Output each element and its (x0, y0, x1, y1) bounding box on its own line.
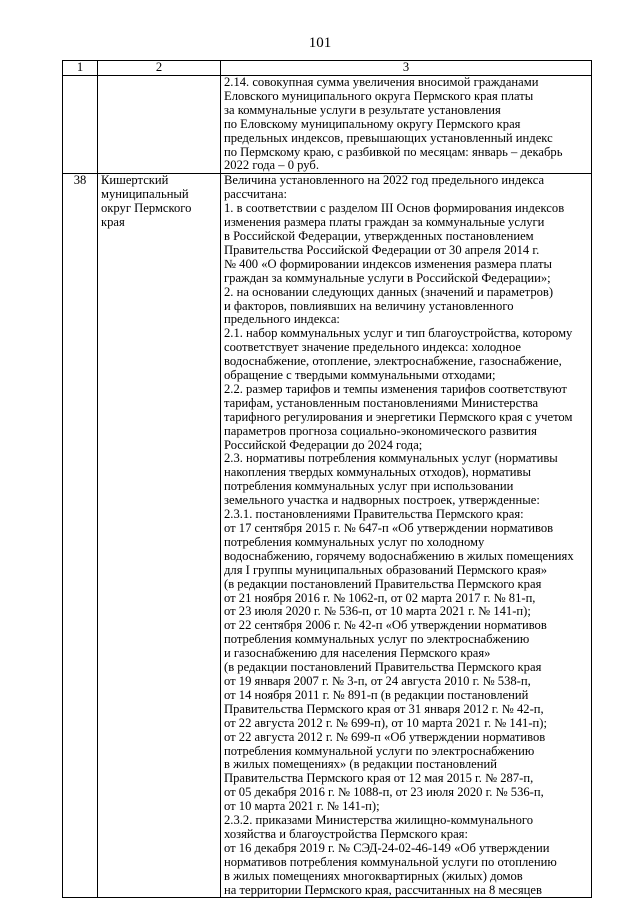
municipality-cell (98, 174, 221, 898)
table-row-38 (63, 174, 592, 898)
text-line: граждан за коммунальные услуги в Российской Федерации»; (224, 271, 551, 285)
text-line: соответствует значение предельного индекса: холодное (224, 341, 521, 355)
text-line: № 400 «О формировании индексов изменения размера платы (224, 257, 552, 271)
text-line: от 05 декабря 2016 г. № 1088-п, от 23 июля 2020 г. № 536-п, (224, 786, 544, 800)
text-line: 2.3.1. постановлениями Правительства Пермского края: (224, 508, 524, 522)
municipality-line: муниципальный (101, 188, 189, 202)
text-line: по Еловскому муниципальному округу Пермского края (224, 117, 521, 131)
text-line: Еловского муниципального округа Пермского края платы (224, 89, 534, 103)
header-col-1: 1 (63, 61, 98, 76)
municipality-line: края (101, 216, 125, 230)
table-header-row (63, 61, 592, 76)
text-line: нормативов потребления коммунальной услуги по отоплению (224, 855, 557, 869)
text-line: 2.3. нормативы потребления коммунальных услуг (нормативы (224, 452, 558, 466)
text-line: изменения размера платы граждан за коммунальные услуги (224, 216, 545, 230)
text-line: в жилых помещениях» (в редакции постановлений (224, 758, 497, 772)
text-line: от 16 декабря 2019 г. № СЭД-24-02-46-149 «Об утверждении (224, 841, 550, 855)
row-number-cell: 38 (63, 174, 98, 898)
text-line: водоснабжению, горячему водоснабжению в жилых помещениях (224, 549, 574, 563)
text-line: Правительства Пермского края от 12 мая 2015 г. № 287-п, (224, 772, 534, 786)
text-line: потребления коммунальных услуг при использовании (224, 480, 514, 494)
text-line: накопления твердых коммунальных отходов), нормативы (224, 466, 531, 480)
text-line: от 22 сентября 2006 г. № 42-п «Об утверждении нормативов (224, 619, 547, 633)
text-line: Правительства Пермского края от 31 января 2012 г. № 42-п, (224, 702, 544, 716)
text-line: для I группы муниципальных образований Пермского края» (224, 563, 548, 577)
text-line: Величина установленного на 2022 год предельного индекса (224, 174, 545, 188)
municipality-cell (98, 76, 221, 174)
municipality-line: округ Пермского (101, 202, 192, 216)
text-line: от 10 марта 2021 г. № 141-п); (224, 800, 380, 814)
text-line: и факторов, повлиявших на величину установленного (224, 299, 514, 313)
text-line: по Пермскому краю, с разбивкой по месяцам: январь – декабрь (224, 145, 563, 159)
text-line: водоснабжение, отопление, электроснабжение, газоснабжение, (224, 355, 562, 369)
text-line: потребления коммунальной услуги по электроснабжению (224, 744, 535, 758)
text-line: от 19 января 2007 г. № 3-п, от 24 августа 2010 г. № 538-п, (224, 674, 531, 688)
text-line: тарифам, установленным постановлениями Министерства (224, 396, 539, 410)
text-line: потребления коммунальных услуг по холодному (224, 535, 485, 549)
row-number-cell (63, 76, 98, 174)
municipality-line: Кишертский (101, 174, 169, 188)
text-line: предельных индексов, превышающих установленный индекс (224, 131, 553, 145)
text-line: от 21 ноября 2016 г. № 1062-п, от 02 марта 2017 г. № 81-п, (224, 591, 536, 605)
text-line: земельного участка и надворных построек, утвержденные: (224, 494, 540, 508)
text-line: обращение с твердыми коммунальными отходами; (224, 369, 496, 383)
text-line: от 22 августа 2012 г. № 699-п), от 10 марта 2021 г. № 141-п); (224, 716, 547, 730)
text-line: 2.3.2. приказами Министерства жилищно-коммунального (224, 814, 534, 828)
text-line: Российской Федерации до 2024 года; (224, 438, 423, 452)
text-line: (в редакции постановлений Правительства Пермского края (224, 577, 542, 591)
text-line: потребления коммунальных услуг по электроснабжению (224, 633, 530, 647)
table-row-continuation (63, 76, 592, 174)
text-line: 2.2. размер тарифов и темпы изменения тарифов соответствуют (224, 382, 567, 396)
text-line: рассчитана: (224, 188, 287, 202)
text-line: (в редакции постановлений Правительства Пермского края (224, 661, 542, 675)
text-line: от 23 июля 2020 г. № 536-п, от 10 марта 2021 г. № 141-п); (224, 605, 531, 619)
text-line: 1. в соответствии с разделом III Основ формирования индексов (224, 202, 565, 216)
text-line: на территории Пермского края, рассчитанных на 8 месяцев (224, 883, 542, 897)
text-line: 2022 года – 0 руб. (224, 159, 319, 173)
page-number: 101 (308, 35, 332, 51)
text-line: в жилых помещениях многоквартирных (жилых) домов (224, 869, 523, 883)
header-col-2: 2 (98, 61, 221, 76)
description-cell (221, 174, 592, 898)
text-line: хозяйства и благоустройства Пермского края: (224, 827, 468, 841)
text-line: от 22 августа 2012 г. № 699-п «Об утверждении нормативов (224, 730, 546, 744)
text-line: и газоснабжению для населения Пермского края» (224, 647, 491, 661)
indices-table (62, 60, 592, 898)
text-line: тарифного регулирования и энергетики Пермского края с учетом (224, 410, 573, 424)
text-line: в Российской Федерации, утвержденных постановлением (224, 229, 534, 243)
header-col-3: 3 (221, 61, 592, 76)
text-line: 2.1. набор коммунальных услуг и тип благоустройства, которому (224, 327, 573, 341)
text-line: 2.14. совокупная сумма увеличения вносимой гражданами (224, 76, 539, 89)
text-line: Правительства Российской Федерации от 30 апреля 2014 г. (224, 243, 540, 257)
description-cell (221, 76, 592, 174)
text-line: 2. на основании следующих данных (значений и параметров) (224, 285, 554, 299)
text-line: от 14 ноября 2011 г. № 891-п (в редакции постановлений (224, 688, 529, 702)
text-line: от 17 сентября 2015 г. № 647-п «Об утверждении нормативов (224, 522, 554, 535)
text-line: параметров прогноза социально-экономического развития (224, 424, 537, 438)
text-line: предельного индекса: (224, 313, 340, 327)
text-line: за коммунальные услуги в результате установления (224, 103, 501, 117)
